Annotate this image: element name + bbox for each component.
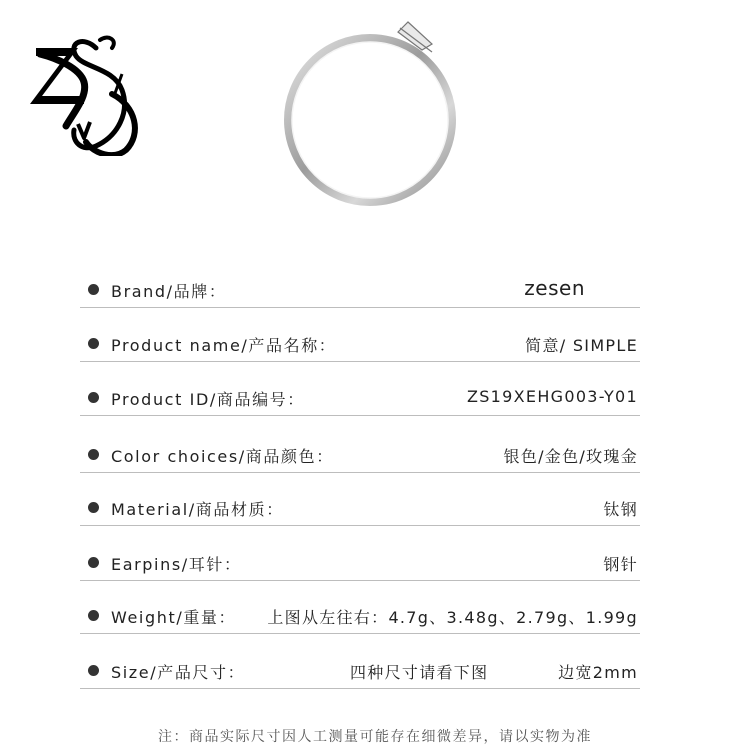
footer-disclaimer: 注：商品实际尺寸因人工测量可能存在细微差异，请以实物为准	[158, 729, 592, 745]
spec-label: Material/商品材质：	[111, 500, 284, 519]
spec-label: Color choices/商品颜色：	[111, 447, 334, 466]
spec-row-weight	[80, 599, 640, 634]
spec-row-size	[80, 654, 640, 689]
bullet-icon	[88, 449, 99, 460]
spec-row-product-id	[80, 381, 640, 416]
spec-label: Product ID/商品编号：	[111, 390, 305, 409]
spec-value: 简意/ SIMPLE	[525, 336, 638, 355]
bullet-icon	[88, 392, 99, 403]
spec-label: Product name/产品名称：	[111, 336, 337, 355]
spec-row-product-name	[80, 327, 640, 362]
spec-label: Size/产品尺寸：	[111, 663, 246, 682]
bullet-icon	[88, 610, 99, 621]
spec-size-note: 四种尺寸请看下图	[350, 663, 489, 682]
spec-value: 钢针	[603, 555, 638, 574]
spec-label: Weight/重量：	[111, 608, 237, 627]
spec-value: ZS19XEHG003-Y01	[466, 387, 638, 406]
spec-row-earpins	[80, 546, 640, 581]
spec-value: zesen	[524, 276, 585, 300]
spec-row-material	[80, 491, 640, 526]
spec-value: 银色/金色/玫瑰金	[503, 447, 638, 466]
bullet-icon	[88, 665, 99, 676]
spec-row-color-choices	[80, 438, 640, 473]
bullet-icon	[88, 338, 99, 349]
spec-row-brand	[80, 273, 640, 308]
spec-label: Earpins/耳针：	[111, 555, 242, 574]
spec-value: 上图从左往右：4.7g、3.48g、2.79g、1.99g	[267, 608, 638, 627]
bullet-icon	[88, 284, 99, 295]
spec-value: 边宽2mm	[558, 663, 638, 682]
bullet-icon	[88, 557, 99, 568]
spec-value: 钛钢	[603, 500, 638, 519]
bullet-icon	[88, 502, 99, 513]
spec-label: Brand/品牌：	[111, 282, 227, 301]
